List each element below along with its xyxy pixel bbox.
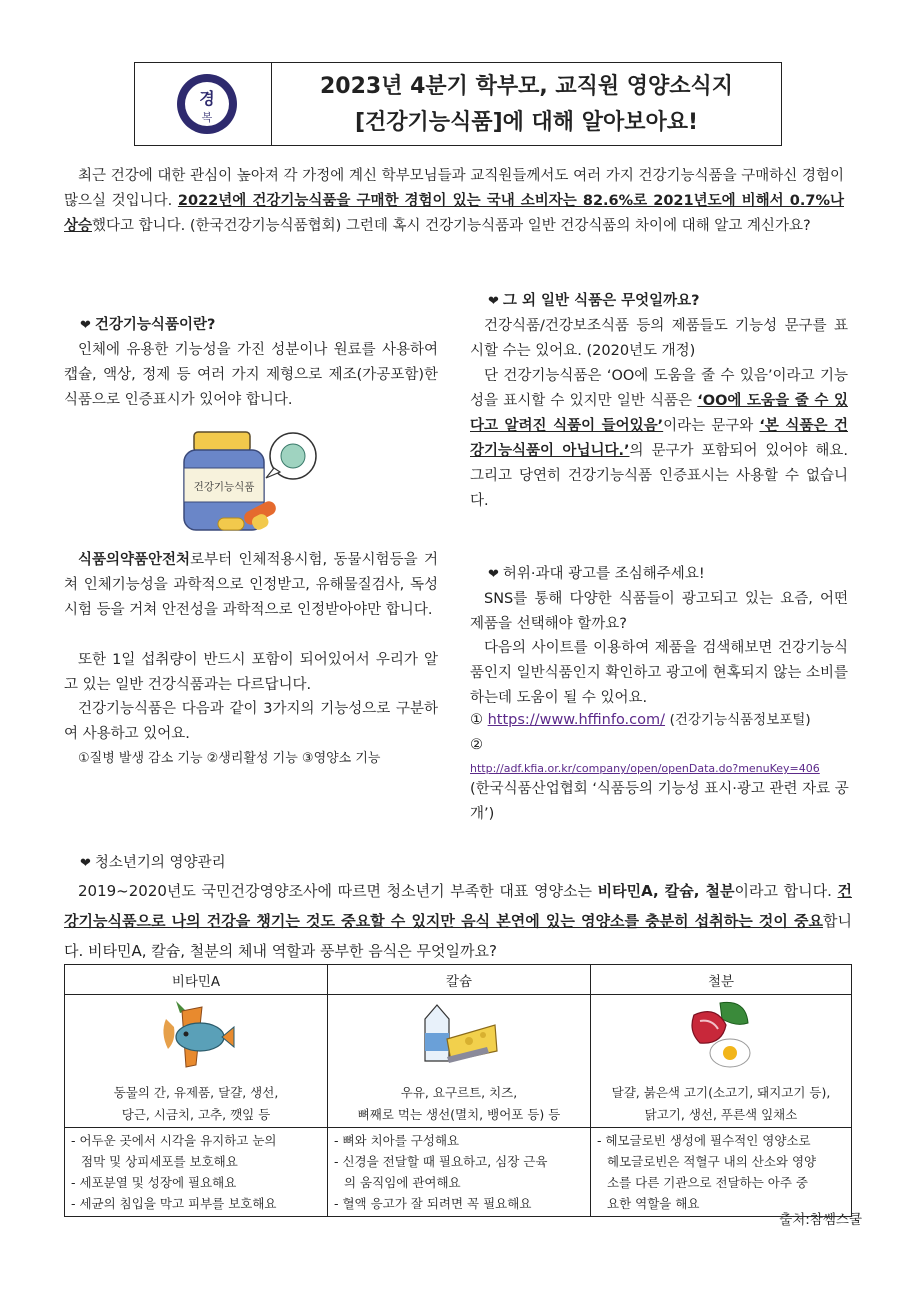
link-1-row: ① https://www.hffinfo.com/ (건강기능식품정보포털) (470, 712, 811, 728)
left-paragraph-2: 식품의약품안전처로부터 인체적용시험, 동물시험등을 거쳐 인체기능성을 과학적으로 인정받고, 유해물질검사, 독성시험 등을 거쳐 안전성을 과학적으로 인정받아야만 합니다. (64, 552, 438, 618)
title-cell (272, 63, 781, 145)
functions-list: ①질병 발생 감소 기능 ②생리활성 기능 ③영양소 기능 (78, 751, 381, 766)
role-line: - 뼈와 치아를 구성해요 (334, 1133, 460, 1148)
heart-icon: ❤ (488, 567, 499, 582)
intro-highlight: 2022년에 건강기능식품을 구매한 경험이 있는 국내 소비자는 82.6%로 2021년도에 비해서 0.7%나 상승 (64, 193, 844, 234)
role-line: - 어두운 곳에서 시각을 유지하고 눈의 (71, 1133, 277, 1148)
role-line: 소를 다른 기관으로 전달하는 아주 중 (607, 1175, 808, 1190)
role-line: 헤모글로빈은 적혈구 내의 산소와 영양 (607, 1154, 817, 1169)
source-credit: 출처:참쌤스쿨 (779, 1212, 862, 1228)
left-heading: ❤ 건강기능식품이란? (80, 317, 216, 333)
table-foods-row (65, 995, 852, 1128)
svg-text:복: 복 (201, 111, 213, 124)
right-heading-2: ❤ 허위·과대 광고를 조심해주세요! (488, 566, 705, 582)
supplement-bottle-illustration (178, 426, 328, 536)
title-line-1: 2023년 4분기 학부모, 교직원 영양소식지 (319, 74, 734, 99)
role-line: 요한 역할을 해요 (607, 1196, 700, 1211)
right-paragraph-2: 단 건강기능식품은 ‘OO에 도움을 줄 수 있음’이라고 기능성을 표시할 수 있지만 일반 식품은 ‘OO에 도움을 줄 수 있다고 알려진 식품이 들어있음’이라는 문구와 ‘본 식품은 건강기능식품이 아닙니다.’의 문구가 포함되어 있어야 해요. 그리고 당연히 건강기능식품 인증표시는 사용할 수 없습니다. (470, 368, 848, 509)
role-line: 점막 및 상피세포를 보호해요 (81, 1154, 238, 1169)
header-vitamin-a: 비타민A (65, 965, 328, 995)
youth-paragraph: 2019~2020년도 국민건강영양조사에 따르면 청소년기 부족한 대표 영양소는 비타민A, 칼슘, 철분이라고 합니다. 건강기능식품으로 나의 건강을 챙기는 것도 중요할 수 있지만 음식 본연에 있는 영양소를 충분히 섭취하는 것이 중요합니다. 비타민A, 칼슘, 철분의 체내 역할과 풍부한 음식은 무엇일까요? (64, 882, 852, 960)
nutrient-table (64, 964, 852, 1217)
role-line: - 신경을 전달할 때 필요하고, 심장 근육 (334, 1154, 548, 1169)
intro-text-1: 최근 건강에 대한 관심이 높아져 각 가정에 계신 학부모님들과 교직원들께서도 여러 가지 건강기능식품을 구매하신 경험이 많으실 것입니다. (64, 168, 844, 209)
fish-carrot-illustration (156, 997, 236, 1071)
iron-foods (591, 995, 852, 1128)
title-line-2: [건강기능식품]에 대해 알아보아요! (355, 110, 698, 135)
calcium-roles (328, 1128, 591, 1217)
svg-text:경: 경 (199, 89, 215, 108)
vitamin-a-roles (65, 1128, 328, 1217)
hffinfo-link[interactable]: https://www.hffinfo.com/ (487, 712, 666, 728)
header-iron: 철분 (591, 965, 852, 995)
iron-roles (591, 1128, 852, 1217)
right-paragraph-3: SNS를 통해 다양한 식품들이 광고되고 있는 요즘, 어떤 제품을 선택해야 할까요? (470, 591, 848, 632)
left-paragraph-3: 또한 1일 섭취량이 반드시 포함이 되어있어서 우리가 알고 있는 일반 건강식품과는 다르답니다. (64, 652, 438, 693)
role-line: - 세균의 침입을 막고 피부를 보호해요 (71, 1196, 277, 1211)
table-roles-row (65, 1128, 852, 1217)
vitamin-a-food-line-1: 동물의 간, 유제품, 달걀, 생선, (113, 1085, 279, 1100)
kfia-link[interactable]: http://adf.kfia.or.kr/company/open/openData.do?menuKey=406 (470, 762, 820, 775)
role-line: - 세포분열 및 성장에 필요해요 (71, 1175, 237, 1190)
table-header-row (65, 965, 852, 995)
meat-egg-spinach-illustration (686, 997, 756, 1071)
link-2-number: ② (470, 737, 483, 753)
role-line: 의 움직임에 관여해요 (344, 1175, 461, 1190)
iron-food-line-2: 닭고기, 생선, 푸른색 잎채소 (644, 1107, 798, 1122)
heart-icon: ❤ (80, 856, 91, 871)
calcium-food-line-2: 뼈째로 먹는 생선(멸치, 뱅어포 등) 등 (357, 1107, 561, 1122)
right-paragraph-4: 다음의 사이트를 이용하여 제품을 검색해보면 건강기능식품인지 일반식품인지 확인하고 광고에 현혹되지 않는 소비를 하는데 도움이 될 수 있어요. (470, 640, 848, 706)
youth-heading: ❤ 청소년기의 영양관리 (80, 855, 226, 871)
heart-icon: ❤ (80, 318, 91, 333)
calcium-foods (328, 995, 591, 1128)
left-paragraph-1: 인체에 유용한 기능성을 가진 성분이나 원료를 사용하여 캡슐, 액상, 정제 등 여러 가지 제형으로 제조(가공포함)한 식품으로 인증표시가 있어야 합니다. (64, 342, 438, 408)
right-heading-1: ❤ 그 외 일반 식품은 무엇일까요? (488, 293, 700, 309)
vitamin-a-foods (65, 995, 328, 1128)
intro-paragraph (64, 164, 844, 239)
svg-text:건강기능식품: 건강기능식품 (193, 481, 255, 493)
left-paragraph-4: 건강기능식품은 다음과 같이 3가지의 기능성으로 구분하여 사용하고 있어요. (64, 701, 438, 742)
iron-food-line-1: 달걀, 붉은색 고기(소고기, 돼지고기 등), (611, 1085, 831, 1100)
calcium-food-line-1: 우유, 요구르트, 치즈, (400, 1085, 518, 1100)
role-line: - 혈액 응고가 잘 되려면 꼭 필요해요 (334, 1196, 532, 1211)
header-calcium: 칼슘 (328, 965, 591, 995)
right-paragraph-1: 건강식품/건강보조식품 등의 제품들도 기능성 문구를 표시할 수는 있어요. (2020년도 개정) (470, 318, 848, 359)
intro-text-2: 했다고 합니다. (한국건강기능식품협회) 그런데 혹시 건강기능식품과 일반 건강식품의 차이에 대해 알고 계신가요? (92, 218, 811, 234)
milk-cheese-illustration (417, 999, 501, 1069)
vitamin-a-food-line-2: 당근, 시금치, 고추, 깻잎 등 (121, 1107, 271, 1122)
link-2-description: (한국식품산업협회 ‘식품등의 기능성 표시·광고 관련 자료 공개’) (470, 781, 849, 822)
school-logo (175, 72, 239, 136)
newsletter-header (134, 62, 782, 146)
role-line: - 헤모글로빈 생성에 필수적인 영양소로 (597, 1133, 811, 1148)
logo-cell (135, 63, 272, 145)
heart-icon: ❤ (488, 294, 499, 309)
